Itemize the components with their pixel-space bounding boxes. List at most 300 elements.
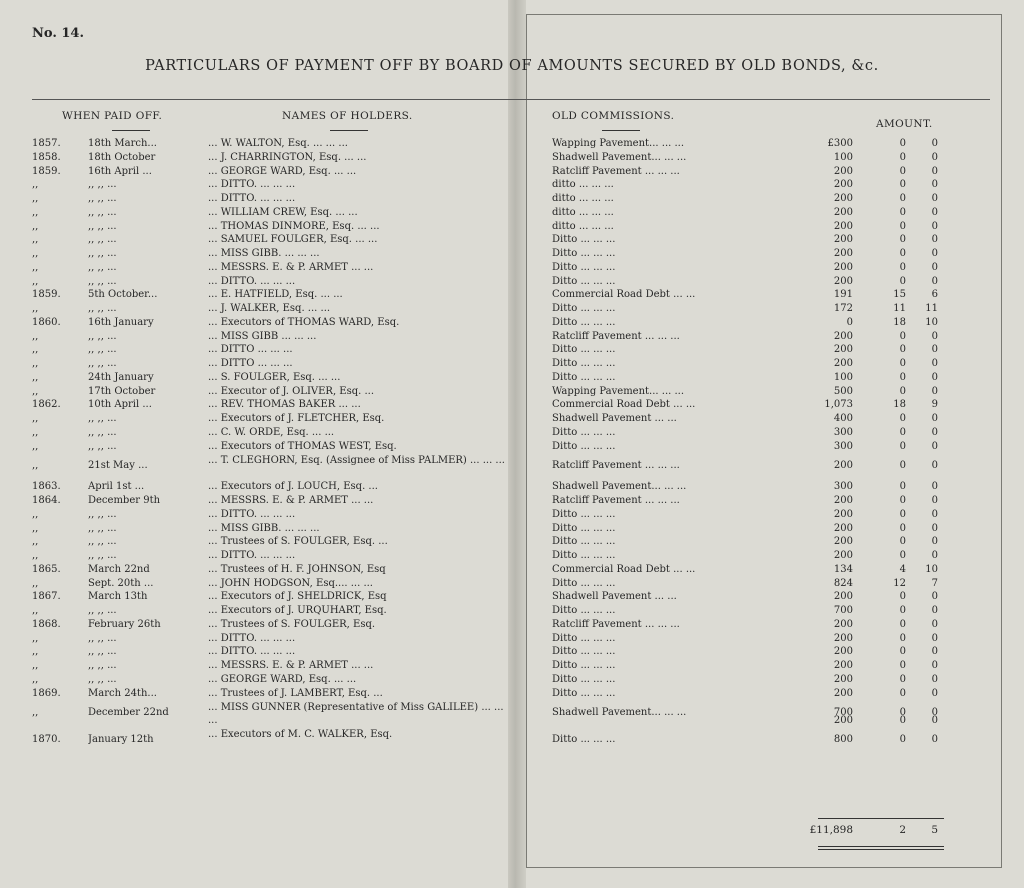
row-pence: 0: [931, 536, 938, 548]
row-holder-name: ... W. WALTON, Esq. ... ... ...: [208, 138, 348, 149]
row-commission: Ditto ... ... ...: [552, 508, 616, 520]
row-commission: Ditto ... ... ...: [552, 646, 616, 658]
row-commission: Ditto ... ... ...: [552, 522, 616, 534]
row-date: 16th April ...: [88, 165, 152, 177]
row-holder-name: ... DITTO. ... ... ...: [208, 193, 296, 204]
row-holder-name: ... DITTO. ... ... ...: [208, 550, 296, 561]
row-shillings: 0: [899, 536, 906, 548]
total-double-rule: [818, 849, 944, 850]
row-shillings: 0: [899, 165, 906, 177]
row-shillings: 0: [899, 673, 906, 685]
table-row: [0, 179, 1024, 193]
table-row: [0, 536, 1024, 550]
row-year: 1867.: [32, 591, 61, 603]
row-year: ,,: [32, 330, 39, 342]
row-pence: 0: [931, 550, 938, 561]
table-row: [0, 317, 1024, 331]
table-row: [0, 728, 1024, 755]
row-date: ,, ,, ...: [88, 193, 117, 204]
row-commission: Wapping Pavement... ... ...: [552, 385, 685, 397]
row-pounds: 200: [833, 206, 853, 218]
row-holder-name: ... MISS GIBB ... ... ...: [208, 330, 317, 342]
header-underline: [112, 130, 150, 131]
row-pence: 0: [931, 234, 938, 246]
row-holder-name: ... MISS GIBB. ... ... ...: [208, 522, 320, 534]
row-year: ,,: [32, 344, 39, 356]
row-holder-name: ... Trustees of S. FOULGER, Esq.: [208, 618, 376, 630]
row-pounds: 134: [833, 563, 853, 575]
row-pence: 0: [931, 508, 938, 520]
row-shillings: 0: [899, 632, 906, 644]
row-holder-name: ... GEORGE WARD, Esq. ... ...: [208, 673, 357, 685]
row-year: 1869.: [32, 687, 61, 699]
row-commission: Ditto ... ... ...: [552, 605, 616, 616]
row-year: 1863.: [32, 481, 61, 493]
row-holder-name: ... Executors of J. SHELDRICK, Esq: [208, 591, 387, 603]
row-date: ,, ,, ...: [88, 508, 117, 520]
row-pounds: 200: [833, 248, 853, 259]
table-row: [0, 372, 1024, 386]
row-shillings: 0: [899, 151, 906, 163]
row-date: ,, ,, ...: [88, 261, 117, 273]
row-shillings: 0: [899, 138, 906, 149]
row-holder-name: ... MISS GUNNER (Representative of Miss GALILEE) ... ... ...: [208, 702, 504, 727]
row-pounds: 200: [833, 358, 853, 369]
row-holder-name: ... Trustees of H. F. JOHNSON, Esq: [208, 563, 386, 575]
row-holder-name: ... MESSRS. E. & P. ARMET ... ...: [208, 495, 374, 506]
row-year: ,,: [32, 508, 39, 520]
row-commission: Commercial Road Debt ... ...: [552, 289, 696, 301]
row-holder-name: ... DITTO ... ... ...: [208, 358, 293, 369]
row-year: ,,: [32, 460, 39, 472]
row-date: ,, ,, ...: [88, 220, 117, 232]
row-commission: Shadwell Pavement... ... ...: [552, 481, 687, 493]
table-row: [0, 289, 1024, 303]
table-row: [0, 166, 1024, 180]
row-shillings: 12: [893, 577, 906, 589]
row-commission: Ratcliff Pavement ... ... ...: [552, 330, 680, 342]
row-holder-name: ... T. CLEGHORN, Esq. (Assignee of Miss PALMER) ... ... ...: [208, 455, 505, 467]
total-rule: [818, 818, 944, 819]
row-shillings: 0: [899, 522, 906, 534]
table-row: [0, 276, 1024, 290]
total-pounds: £11,898: [809, 824, 853, 836]
row-pounds: 200: [833, 495, 853, 506]
row-date: ,, ,, ...: [88, 275, 117, 287]
row-pence: 0: [931, 605, 938, 616]
row-date: ,, ,, ...: [88, 605, 117, 616]
table-row: [0, 481, 1024, 495]
row-date: ,, ,, ...: [88, 522, 117, 534]
table-row: [0, 386, 1024, 400]
row-holder-name: ... DITTO. ... ... ...: [208, 508, 296, 520]
row-date: ,, ,, ...: [88, 660, 117, 671]
row-date: January 12th: [88, 734, 154, 746]
row-shillings: 15: [893, 289, 906, 301]
table-row: [0, 591, 1024, 605]
row-date: 24th January: [88, 371, 154, 383]
row-date: Sept. 20th ...: [88, 577, 154, 589]
row-pounds: 100: [833, 151, 853, 163]
row-holder-name: ... DITTO. ... ... ...: [208, 179, 296, 191]
row-year: ,,: [32, 179, 39, 191]
table-row: [0, 495, 1024, 509]
row-shillings: 0: [899, 460, 906, 472]
row-holder-name: ... Trustees of J. LAMBERT, Esq. ...: [208, 687, 383, 699]
row-pence: 0: [931, 522, 938, 534]
row-shillings: 0: [899, 220, 906, 232]
row-date: ,, ,, ...: [88, 440, 117, 452]
row-year: ,,: [32, 522, 39, 534]
row-year: ,,: [32, 605, 39, 616]
row-pounds: £300: [827, 138, 853, 149]
row-holder-name: ... DITTO ... ... ...: [208, 344, 293, 356]
row-holder-name: ... S. FOULGER, Esq. ... ...: [208, 371, 341, 383]
row-year: ,,: [32, 358, 39, 369]
row-pence: 0: [931, 371, 938, 383]
row-date: March 22nd: [88, 563, 150, 575]
row-pence: 0: [931, 179, 938, 191]
row-date: ,, ,, ...: [88, 646, 117, 658]
row-year: 1859.: [32, 289, 61, 301]
row-year: 1860.: [32, 316, 61, 328]
row-year: ,,: [32, 248, 39, 259]
row-year: ,,: [32, 426, 39, 438]
row-pounds: 172: [833, 303, 853, 314]
row-commission: Shadwell Pavement... ... ...: [552, 707, 687, 719]
row-date: February 26th: [88, 618, 161, 630]
row-shillings: 0: [899, 550, 906, 561]
row-holder-name: ... Executors of THOMAS WARD, Esq.: [208, 316, 400, 328]
row-date: 21st May ...: [88, 460, 148, 472]
row-holder-name: ... Executors of J. URQUHART, Esq.: [208, 605, 387, 616]
row-date: ,, ,, ...: [88, 673, 117, 685]
row-commission: Ditto ... ... ...: [552, 303, 616, 314]
row-pence: 0: [931, 248, 938, 259]
row-date: December 9th: [88, 495, 161, 506]
row-date: ,, ,, ...: [88, 536, 117, 548]
row-year: ,,: [32, 536, 39, 548]
title-rule: [32, 99, 990, 100]
row-shillings: 0: [899, 481, 906, 493]
row-shillings: 0: [899, 618, 906, 630]
row-year: 1862.: [32, 399, 61, 411]
table-row: [0, 303, 1024, 317]
row-pounds: 700: [833, 605, 853, 616]
row-pence: 0: [931, 440, 938, 452]
row-holder-name: ... Trustees of S. FOULGER, Esq. ...: [208, 536, 388, 548]
row-commission: Ditto ... ... ...: [552, 344, 616, 356]
row-pounds: 400: [833, 413, 853, 424]
row-year: ,,: [32, 440, 39, 452]
table-row: [0, 509, 1024, 523]
row-pence: 0: [931, 220, 938, 232]
row-shillings: 0: [899, 426, 906, 438]
row-commission: Ditto ... ... ...: [552, 248, 616, 259]
page-number: No. 14.: [32, 26, 84, 41]
row-date: April 1st ...: [88, 481, 145, 493]
row-pounds: 200: [833, 536, 853, 548]
row-holder-name: ... DITTO. ... ... ...: [208, 275, 296, 287]
row-commission: Ratcliff Pavement ... ... ...: [552, 618, 680, 630]
row-commission: Ditto ... ... ...: [552, 261, 616, 273]
row-pounds: 200: [833, 275, 853, 287]
row-year: 1868.: [32, 618, 61, 630]
row-shillings: 0: [899, 344, 906, 356]
row-pence: 6: [931, 289, 938, 301]
row-shillings: 0: [899, 715, 906, 727]
row-holder-name: ... Executors of THOMAS WEST, Esq.: [208, 440, 397, 452]
row-pence: 0: [931, 151, 938, 163]
row-pence: 0: [931, 358, 938, 369]
row-pounds: 200: [833, 660, 853, 671]
row-shillings: 0: [899, 179, 906, 191]
row-shillings: 0: [899, 248, 906, 259]
row-date: ,, ,, ...: [88, 344, 117, 356]
row-pounds: 200: [833, 715, 853, 727]
row-holder-name: ... Executor of J. OLIVER, Esq. ...: [208, 385, 375, 397]
row-date: ,, ,, ...: [88, 550, 117, 561]
row-pounds: 800: [833, 734, 853, 746]
row-shillings: 0: [899, 413, 906, 424]
row-pounds: 200: [833, 618, 853, 630]
header-when-paid-off: WHEN PAID OFF.: [62, 110, 163, 122]
row-pence: 0: [931, 591, 938, 603]
row-pounds: 300: [833, 481, 853, 493]
row-holder-name: ... Executors of J. FLETCHER, Esq.: [208, 413, 385, 424]
row-pence: 0: [931, 734, 938, 746]
row-pounds: 300: [833, 426, 853, 438]
table-row: [0, 221, 1024, 235]
row-date: ,, ,, ...: [88, 303, 117, 314]
row-year: ,,: [32, 413, 39, 424]
row-pounds: 300: [833, 440, 853, 452]
row-shillings: 0: [899, 605, 906, 616]
row-pounds: 200: [833, 220, 853, 232]
row-commission: Ditto ... ... ...: [552, 577, 616, 589]
row-pounds: 200: [833, 591, 853, 603]
total-double-rule: [818, 846, 944, 847]
table-row: [0, 207, 1024, 221]
row-commission: Shadwell Pavement ... ...: [552, 591, 677, 603]
row-pence: 11: [925, 303, 938, 314]
row-shillings: 0: [899, 660, 906, 671]
row-year: ,,: [32, 707, 39, 719]
row-date: ,, ,, ...: [88, 330, 117, 342]
row-pounds: 200: [833, 508, 853, 520]
row-pence: 0: [931, 261, 938, 273]
table-row: [0, 262, 1024, 276]
row-pence: 0: [931, 660, 938, 671]
table-row: [0, 633, 1024, 647]
row-shillings: 18: [893, 399, 906, 411]
row-pence: 0: [931, 193, 938, 204]
row-commission: Ditto ... ... ...: [552, 673, 616, 685]
header-underline: [330, 130, 368, 131]
header-old-commissions: OLD COMMISSIONS.: [552, 110, 675, 122]
header-underline: [602, 130, 640, 131]
table-row: [0, 344, 1024, 358]
row-pence: 0: [931, 618, 938, 630]
table-row: [0, 152, 1024, 166]
row-pounds: 200: [833, 687, 853, 699]
table-row: [0, 523, 1024, 537]
row-year: ,,: [32, 673, 39, 685]
row-shillings: 0: [899, 193, 906, 204]
row-pence: 7: [931, 577, 938, 589]
row-pounds: 0: [846, 316, 853, 328]
row-date: 18th March...: [88, 138, 157, 149]
row-date: ,, ,, ...: [88, 632, 117, 644]
table-row: [0, 674, 1024, 688]
row-date: 5th October...: [88, 289, 158, 301]
row-commission: ditto ... ... ...: [552, 220, 614, 232]
row-pounds: 824: [833, 577, 853, 589]
row-pounds: 200: [833, 179, 853, 191]
row-pence: 0: [931, 495, 938, 506]
row-commission: Ditto ... ... ...: [552, 234, 616, 246]
row-year: ,,: [32, 646, 39, 658]
row-holder-name: ... DITTO. ... ... ...: [208, 632, 296, 644]
row-commission: Ditto ... ... ...: [552, 536, 616, 548]
row-commission: Wapping Pavement... ... ...: [552, 138, 685, 149]
table-row: [0, 550, 1024, 564]
row-pence: 0: [931, 385, 938, 397]
row-year: ,,: [32, 577, 39, 589]
row-year: ,,: [32, 303, 39, 314]
table-row: [0, 248, 1024, 262]
row-date: ,, ,, ...: [88, 426, 117, 438]
row-shillings: 0: [899, 508, 906, 520]
table-row: [0, 193, 1024, 207]
row-pounds: 200: [833, 330, 853, 342]
row-holder-name: ... J. WALKER, Esq. ... ...: [208, 303, 331, 314]
table-row: [0, 399, 1024, 413]
row-pounds: 200: [833, 522, 853, 534]
table-row: [0, 358, 1024, 372]
row-pounds: 700: [833, 707, 853, 719]
row-pence: 0: [931, 330, 938, 342]
row-year: ,,: [32, 261, 39, 273]
row-year: ,,: [32, 371, 39, 383]
row-holder-name: ... REV. THOMAS BAKER ... ...: [208, 399, 361, 411]
row-holder-name: ... WILLIAM CREW, Esq. ... ...: [208, 206, 358, 218]
row-shillings: 0: [899, 591, 906, 603]
row-commission: Ratcliff Pavement ... ... ...: [552, 165, 680, 177]
row-date: ,, ,, ...: [88, 248, 117, 259]
row-shillings: 0: [899, 687, 906, 699]
row-holder-name: ... MESSRS. E. & P. ARMET ... ...: [208, 660, 374, 671]
row-pounds: 500: [833, 385, 853, 397]
row-pence: 0: [931, 206, 938, 218]
row-date: 16th January: [88, 316, 154, 328]
row-shillings: 0: [899, 275, 906, 287]
total-shillings: 2: [899, 824, 906, 836]
row-commission: Commercial Road Debt ... ...: [552, 399, 696, 411]
row-commission: ditto ... ... ...: [552, 206, 614, 218]
table-row: [0, 454, 1024, 481]
row-shillings: 0: [899, 330, 906, 342]
row-shillings: 0: [899, 371, 906, 383]
row-holder-name: ... DITTO. ... ... ...: [208, 646, 296, 658]
page-title: PARTICULARS OF PAYMENT OFF BY BOARD OF AMOUNTS SECURED BY OLD BONDS, &c.: [145, 58, 879, 74]
table-row: [0, 138, 1024, 152]
row-holder-name: ... Executors of J. LOUCH, Esq. ...: [208, 481, 378, 493]
row-pence: 0: [931, 413, 938, 424]
bond-payments-table: [0, 138, 1024, 755]
row-year: 1864.: [32, 495, 61, 506]
row-holder-name: ... C. W. ORDE, Esq. ... ...: [208, 426, 335, 438]
row-pence: 0: [931, 460, 938, 472]
row-commission: Ratcliff Pavement ... ... ...: [552, 460, 680, 472]
row-pence: 10: [925, 316, 938, 328]
row-shillings: 0: [899, 261, 906, 273]
table-row: [0, 441, 1024, 455]
row-pence: 0: [931, 715, 938, 727]
row-year: ,,: [32, 193, 39, 204]
row-pounds: 200: [833, 193, 853, 204]
row-commission: Ditto ... ... ...: [552, 316, 616, 328]
row-pounds: 100: [833, 371, 853, 383]
row-holder-name: ... SAMUEL FOULGER, Esq. ... ...: [208, 234, 378, 246]
row-pounds: 200: [833, 646, 853, 658]
row-commission: Ditto ... ... ...: [552, 358, 616, 369]
row-year: ,,: [32, 234, 39, 246]
row-pence: 0: [931, 632, 938, 644]
table-row: [0, 660, 1024, 674]
row-pounds: 200: [833, 632, 853, 644]
table-row: [0, 688, 1024, 702]
row-date: ,, ,, ...: [88, 206, 117, 218]
row-shillings: 0: [899, 358, 906, 369]
row-commission: ditto ... ... ...: [552, 193, 614, 204]
row-year: 1858.: [32, 151, 61, 163]
row-holder-name: ... MESSRS. E. & P. ARMET ... ...: [208, 261, 374, 273]
header-names-of-holders: NAMES OF HOLDERS.: [282, 110, 413, 122]
row-shillings: 0: [899, 440, 906, 452]
row-pence: 0: [931, 673, 938, 685]
row-commission: Ditto ... ... ...: [552, 734, 616, 746]
row-pence: 0: [931, 707, 938, 719]
row-shillings: 11: [893, 303, 906, 314]
table-row: [0, 234, 1024, 248]
row-pence: 10: [925, 563, 938, 575]
row-shillings: 0: [899, 646, 906, 658]
row-pounds: 200: [833, 344, 853, 356]
row-pounds: 200: [833, 261, 853, 273]
row-holder-name: ... MISS GIBB. ... ... ...: [208, 248, 320, 259]
row-pence: 0: [931, 646, 938, 658]
row-pence: 0: [931, 687, 938, 699]
table-row: [0, 427, 1024, 441]
table-row: [0, 564, 1024, 578]
row-commission: Shadwell Pavement ... ...: [552, 413, 677, 424]
row-pence: 0: [931, 275, 938, 287]
row-year: ,,: [32, 220, 39, 232]
row-holder-name: ... Executors of M. C. WALKER, Esq.: [208, 729, 393, 741]
table-row: [0, 605, 1024, 619]
row-pounds: 200: [833, 234, 853, 246]
row-pounds: 191: [833, 289, 853, 301]
row-date: 18th October: [88, 151, 156, 163]
row-date: 17th October: [88, 385, 156, 397]
row-holder-name: ... THOMAS DINMORE, Esq. ... ...: [208, 220, 380, 232]
table-row: [0, 701, 1024, 728]
row-pence: 0: [931, 138, 938, 149]
row-shillings: 0: [899, 385, 906, 397]
row-date: ,, ,, ...: [88, 234, 117, 246]
row-commission: Ditto ... ... ...: [552, 426, 616, 438]
